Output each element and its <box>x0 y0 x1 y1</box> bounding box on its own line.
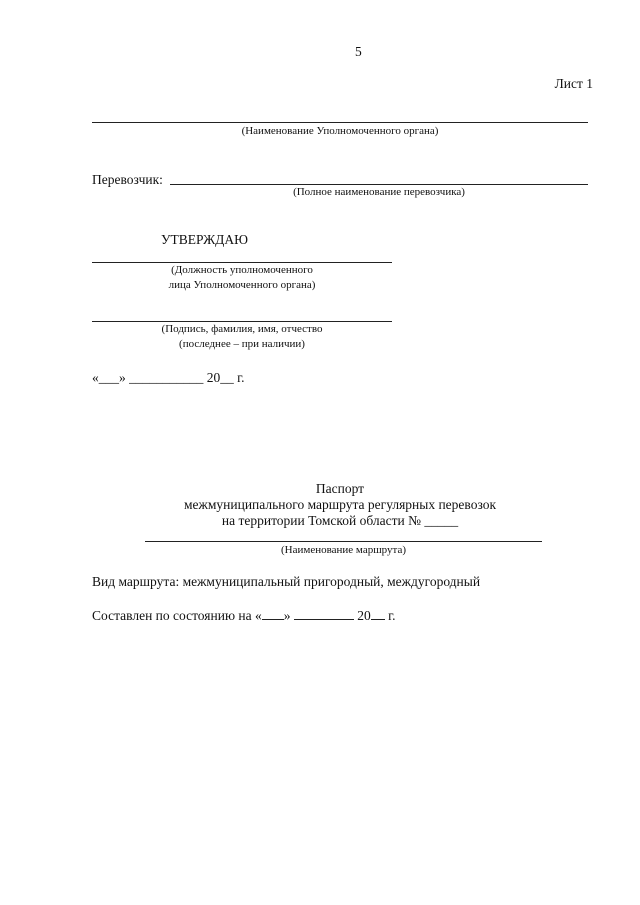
passport-subtitle-line2: на территории Томской области № _____ <box>221 513 459 528</box>
compiled-date <box>92 608 396 624</box>
signature-caption-line2: (последнее – при наличии) <box>179 338 305 350</box>
authority-caption: (Наименование Уполномоченного органа) <box>241 125 439 137</box>
sheet-label: Лист 1 <box>554 76 593 91</box>
compiled-month-blank <box>294 608 354 620</box>
compiled-year-suffix: г. <box>388 608 396 623</box>
approval-heading: УТВЕРЖДАЮ <box>161 232 249 247</box>
authority-name-line <box>92 122 588 123</box>
page-number: 5 <box>355 44 362 59</box>
route-type: Вид маршрута: межмуниципальный пригородный, междугородный <box>92 574 481 589</box>
compiled-year-blank <box>371 608 385 620</box>
route-name-line <box>145 541 542 542</box>
compiled-prefix: Составлен по состоянию на « <box>92 608 262 623</box>
compiled-year-prefix: 20 <box>357 608 371 623</box>
compiled-day-blank <box>262 608 284 620</box>
position-caption-line1: (Должность уполномоченного <box>171 264 313 276</box>
position-caption-line2: лица Уполномоченного органа) <box>168 279 316 291</box>
signature-line <box>92 321 392 322</box>
compiled-quote: » <box>283 608 291 623</box>
passport-title: Паспорт <box>315 481 365 496</box>
approval-date: «___» ___________ 20__ г. <box>92 370 245 385</box>
carrier-name-line <box>170 184 588 185</box>
passport-subtitle-line1: межмуниципального маршрута регулярных перевозок <box>183 497 497 512</box>
route-caption: (Наименование маршрута) <box>280 544 407 556</box>
signature-caption-line1: (Подпись, фамилия, имя, отчество <box>161 323 323 335</box>
position-line <box>92 262 392 263</box>
carrier-caption: (Полное наименование перевозчика) <box>293 186 465 198</box>
carrier-label: Перевозчик: <box>92 172 163 187</box>
